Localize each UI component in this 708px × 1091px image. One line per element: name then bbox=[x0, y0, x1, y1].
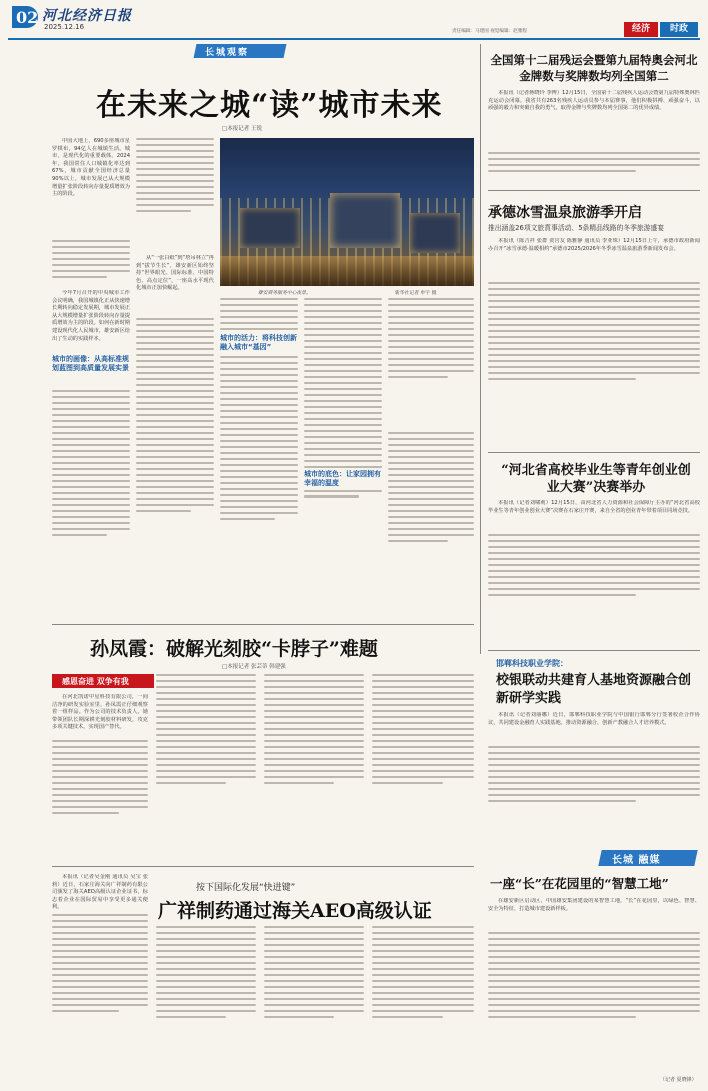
right-low-body bbox=[488, 712, 700, 744]
right-top-body-2 bbox=[488, 152, 700, 182]
bottom-col2 bbox=[156, 926, 256, 1079]
right-low-headline: 校银联动共建育人基地资源融合创新研学实践 bbox=[496, 673, 692, 706]
feature-intro-text: 中国大地上，690多座城市星罗棋布，94亿人在城镇生活。城市，是现代化的重要载体。2024年，我国常住人口城镇化率达到67%，城市贡献全国经济总量90%以上，城市发展已从大规模增量扩张阶段转向存量提质增效为主的阶段。 bbox=[52, 138, 130, 198]
feature-col2-body-2 bbox=[136, 318, 214, 618]
right-low-kicker: 邯郸科技职业学院： bbox=[496, 659, 568, 668]
lower-left-column-tag-label: 感恩奋进 双争有我 bbox=[62, 677, 129, 686]
feature-col2-body bbox=[136, 138, 214, 253]
bottom-left-body bbox=[52, 874, 148, 910]
feature-byline: □本报记者 王锐 bbox=[222, 126, 262, 132]
right-mid2-headline: “河北省高校毕业生等青年创业创业大赛”决赛举办 bbox=[501, 463, 691, 495]
feature-subhead-2: 城市的活力：将科技创新融入城市“基因” bbox=[220, 334, 297, 351]
feature-col1-body bbox=[52, 240, 130, 290]
right-top-text: 本报讯（记者蒋晓玲 李博）12月15日，全国第十二届残疾人运动会暨第九届特殊奥林匹克运动会闭幕。我省共有263名残疾人运动员参与本届赛事，他们积极拼搏、顽强奋斗，以顽强的毅力和突破自我的勇气，取得金牌与奖牌数均列全国第二的优异成绩。 bbox=[488, 90, 700, 112]
feature-headline: 在未来之城“读”城市未来 bbox=[96, 88, 443, 123]
feature-col1-text2 bbox=[52, 290, 130, 350]
issue-date: 2025.12.16 bbox=[44, 23, 85, 31]
bottom-kicker: 按下国际化发展“快进键” bbox=[196, 883, 296, 893]
feature-col4-body bbox=[304, 298, 382, 618]
lower-left-byline: □本报记者 张芸蒂 韩建强 bbox=[222, 664, 286, 670]
lower-left-body bbox=[52, 694, 148, 736]
masthead bbox=[0, 0, 708, 38]
editors-line: 责任编辑：马建国 视觉编辑：赵雅程 bbox=[452, 29, 527, 34]
right-mid-body-2 bbox=[488, 282, 700, 447]
photo-credit: 新华社记者 牟宇 摄 bbox=[395, 291, 437, 296]
bottom-col4 bbox=[372, 926, 474, 1079]
right-rule-3 bbox=[488, 650, 700, 651]
lower-left-rule bbox=[52, 624, 474, 625]
feature-col5-body bbox=[388, 298, 474, 428]
lower-left-col3 bbox=[264, 674, 364, 860]
right-mid-text: 本报讯（陈吉祥 张群 贾宫友 陈雅静 通讯员 李亚珠）12月15日上午，承德市政府新闻办召开“冰雪承德·温暖相约”承德市2025/2026年冬季冰雪温泉旅游季新闻发布会。 bbox=[488, 238, 700, 252]
feature-col2-text bbox=[136, 255, 214, 315]
right-mid-headline: 承德冰雪温泉旅游季开启 bbox=[488, 205, 642, 221]
feature-col1-body-2 bbox=[52, 390, 130, 610]
feature-col3-body-2 bbox=[220, 356, 298, 618]
bottom-left-text: 本报讯（记者吴金刚 通讯员 吴宝 张莉）近日，石家庄海关向广祥制药有限公司颁发了海关AEO高级认证企业证书，标志着企业在国际贸易中享受更多通关便利。 bbox=[52, 874, 148, 910]
lower-left-col1 bbox=[52, 740, 148, 860]
right-mid2-body-2 bbox=[488, 534, 700, 644]
feature-col5-body-2 bbox=[388, 432, 474, 618]
feature-col1-paragraph: 今年7月召开的中央城市工作会议明确，我国城镇化正从快速增长期转向稳定发展期，城市发展正从大规模增量扩张阶段转向存量提质增效为主的阶段。如何在新时期建设现代化人民城市，雄安新区给出了生动的实践样本。 bbox=[52, 290, 130, 342]
feature-intro bbox=[52, 138, 130, 238]
feature-photo bbox=[220, 138, 474, 286]
right-top-headline: 全国第十二届残运会暨第九届特奥会河北金牌数与奖牌数均列全国第二 bbox=[490, 53, 698, 83]
right-mid-subhead: 推出涵盖26项文旅賁事活动、5条精品线路的冬季旅游盛宴 bbox=[488, 224, 665, 232]
right-bottom-headline: 一座“长”在花园里的“智慧工地” bbox=[490, 876, 669, 891]
right-low-body-2 bbox=[488, 746, 700, 846]
section-tag-news: 时政 bbox=[660, 22, 698, 37]
right-bottom-body bbox=[488, 898, 700, 928]
right-top-body bbox=[488, 90, 700, 150]
right-rule-2 bbox=[488, 452, 700, 453]
right-mid2-body bbox=[488, 500, 700, 532]
lower-left-headline: 孙凤霞：破解光刻胶“卡脖子”难题 bbox=[90, 638, 378, 660]
paper-name: 河北经济日报 bbox=[42, 8, 132, 24]
bottom-col3 bbox=[264, 926, 364, 1079]
right-mid-body bbox=[488, 238, 700, 278]
lower-left-text: 在河北凯诺中星科技有限公司，一间洁净的研发实验室里，孙凤霞正仔细观察着一组样品。作为公司的技术负责人，她带领团队长期深耕光刻胶材料研发，攻克多项关键技术，实现国产替代。 bbox=[52, 694, 148, 731]
feature-column-tag-label: 长城观察 bbox=[205, 48, 250, 58]
right-column-divider bbox=[480, 44, 481, 654]
right-mid2-text: 本报讯（记者刘啸莉）12月15日，由河北省人力资源和社会保障厅主办的“河北省高校毕业生等青年创业创业大赛”决赛在石家庄开赛，来自全省的创业青年带着项目同场竞技。 bbox=[488, 500, 700, 514]
bottom-headline: 广祥制药通过海关AEO高级认证 bbox=[158, 900, 432, 922]
right-low-text: 本报讯（记者刘丽娜）近日，邯郸科技职业学院与中国银行邯郸分行签署校企合作协议，共同建设金融育人实践基地，推动资源融合，创新产教融合人才培养模式。 bbox=[488, 712, 700, 726]
bottom-rule bbox=[52, 866, 474, 867]
feature-subhead-1: 城市的画像：从高标准规划蓝图到高质量发展实景 bbox=[52, 355, 129, 372]
masthead-rule bbox=[8, 38, 700, 40]
right-bottom-byline: （记者 夏晓锋） bbox=[660, 1077, 697, 1083]
right-rule-1 bbox=[488, 190, 700, 191]
photo-caption: 雄安商务服务中心夜景。 bbox=[258, 291, 311, 296]
feature-subhead-3: 城市的底色：让家园拥有幸福的温度 bbox=[304, 470, 381, 487]
lower-left-col2 bbox=[156, 674, 256, 860]
feature-col2-paragraph: 从“一张白纸”到“塔吊林立”再到“拔节生长”，雄安新区始终坚持“世界眼光、国际标准、中国特色、高点定位”，一座高水平现代化城市正加快崛起。 bbox=[136, 255, 214, 292]
rongmei-column-tag-label: 长城 融媒 bbox=[612, 855, 661, 866]
right-bottom-body-2 bbox=[488, 932, 700, 1074]
section-tag-economy: 经济 bbox=[624, 22, 658, 37]
lower-left-col4 bbox=[372, 674, 474, 860]
right-bottom-text: 在雄安新区启动区，中国雄安集团建设的某智慧工地，“长”在花园里，以绿色、智慧、安全为特征，打造城市建设新样板。 bbox=[488, 898, 700, 912]
page-number: 02 bbox=[16, 8, 39, 27]
bottom-left-col bbox=[52, 914, 148, 1079]
